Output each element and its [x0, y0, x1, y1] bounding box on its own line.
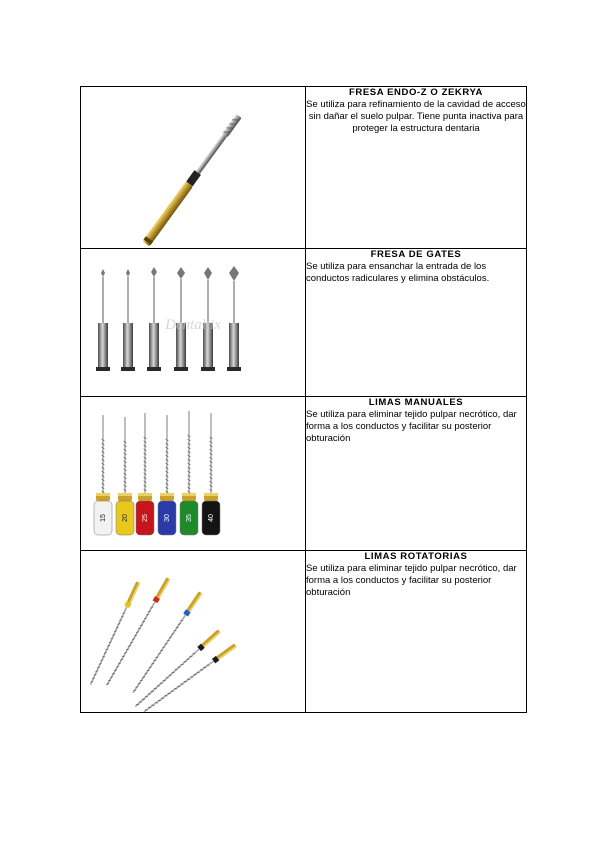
gates-drill — [121, 269, 135, 371]
image-cell — [81, 249, 306, 397]
rotary-file — [142, 643, 237, 712]
table-row — [81, 87, 527, 249]
hand-file — [136, 413, 154, 535]
image-cell — [81, 87, 306, 249]
gates-drill — [96, 269, 110, 371]
file-size-label: 25 — [142, 514, 149, 522]
hand-file — [94, 415, 112, 535]
description-cell — [306, 397, 527, 551]
instrument-description: Se utiliza para eliminar tejido pulpar necrótico, dar forma a los conductos y facilitar su posterior obturación — [306, 563, 517, 598]
instrument-title: FRESA DE GATES — [370, 249, 462, 260]
gates-drills-image — [81, 249, 305, 396]
rotary-file — [133, 629, 221, 709]
gates-drill — [227, 266, 241, 371]
instrument-description: Se utiliza para refinamiento de la cavidad de acceso sin dañar el suelo pulpar. Tiene punta inactiva para proteger la estructura dentaria — [306, 99, 526, 134]
table-row — [81, 397, 527, 551]
description-cell — [306, 249, 527, 397]
image-cell — [81, 551, 306, 713]
gates-drill — [147, 267, 161, 371]
instrument-title: LIMAS MANUALES — [368, 397, 464, 408]
hand-file — [202, 413, 220, 535]
image-cell — [81, 397, 306, 551]
table-row — [81, 551, 527, 713]
table-row — [81, 249, 527, 397]
file-size-label: 15 — [100, 514, 107, 522]
file-size-label: 30 — [164, 514, 171, 522]
file-size-label: 20 — [122, 514, 129, 522]
description-cell — [306, 551, 527, 713]
file-size-label: 35 — [186, 514, 193, 522]
hand-files-image — [81, 397, 305, 550]
hand-file — [180, 411, 198, 535]
endo-z-bur-image — [81, 87, 305, 248]
instrument-title: LIMAS ROTATORIAS — [364, 551, 468, 562]
hand-file — [116, 417, 134, 535]
instruments-table — [80, 86, 527, 713]
instrument-title: FRESA ENDO-Z O ZEKRYA — [349, 87, 483, 98]
description-cell — [306, 87, 527, 249]
instrument-description: Se utiliza para eliminar tejido pulpar necrótico, dar forma a los conductos y facilitar su posterior obturación — [306, 409, 517, 444]
hand-file — [158, 415, 176, 535]
rotary-files-image — [81, 551, 305, 712]
rotary-file — [88, 581, 141, 686]
watermark: Dentaltix — [165, 317, 221, 333]
file-size-label: 40 — [208, 514, 215, 522]
instrument-description: Se utiliza para ensanchar la entrada de los conductos radiculares y elimina obstáculos. — [306, 261, 490, 284]
